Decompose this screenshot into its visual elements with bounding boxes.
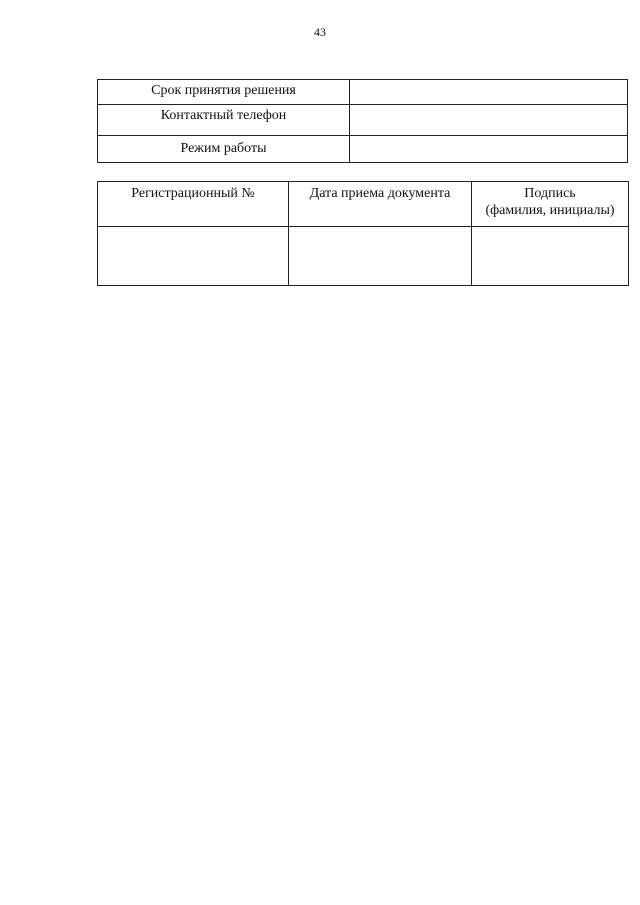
registration-blank-row xyxy=(98,227,629,286)
info-row-contact-phone xyxy=(98,105,628,136)
signature-cell xyxy=(472,227,629,286)
info-label: Контактный телефон xyxy=(98,105,350,136)
registration-header-row xyxy=(98,182,629,227)
document-date-cell xyxy=(289,227,472,286)
info-value xyxy=(350,105,628,136)
header-registration-number: Регистрационный № xyxy=(98,182,289,227)
page-number: 43 xyxy=(314,25,326,39)
info-row-decision-term xyxy=(98,80,628,105)
info-table xyxy=(97,79,628,163)
info-label: Срок принятия решения xyxy=(98,80,350,105)
header-signature: Подпись (фамилия, инициалы) xyxy=(472,182,629,227)
info-label: Режим работы xyxy=(98,136,350,163)
info-value xyxy=(350,80,628,105)
registration-number-cell xyxy=(98,227,289,286)
info-row-work-hours xyxy=(98,136,628,163)
info-value xyxy=(350,136,628,163)
registration-table xyxy=(97,181,629,286)
header-document-date: Дата приема документа xyxy=(289,182,472,227)
